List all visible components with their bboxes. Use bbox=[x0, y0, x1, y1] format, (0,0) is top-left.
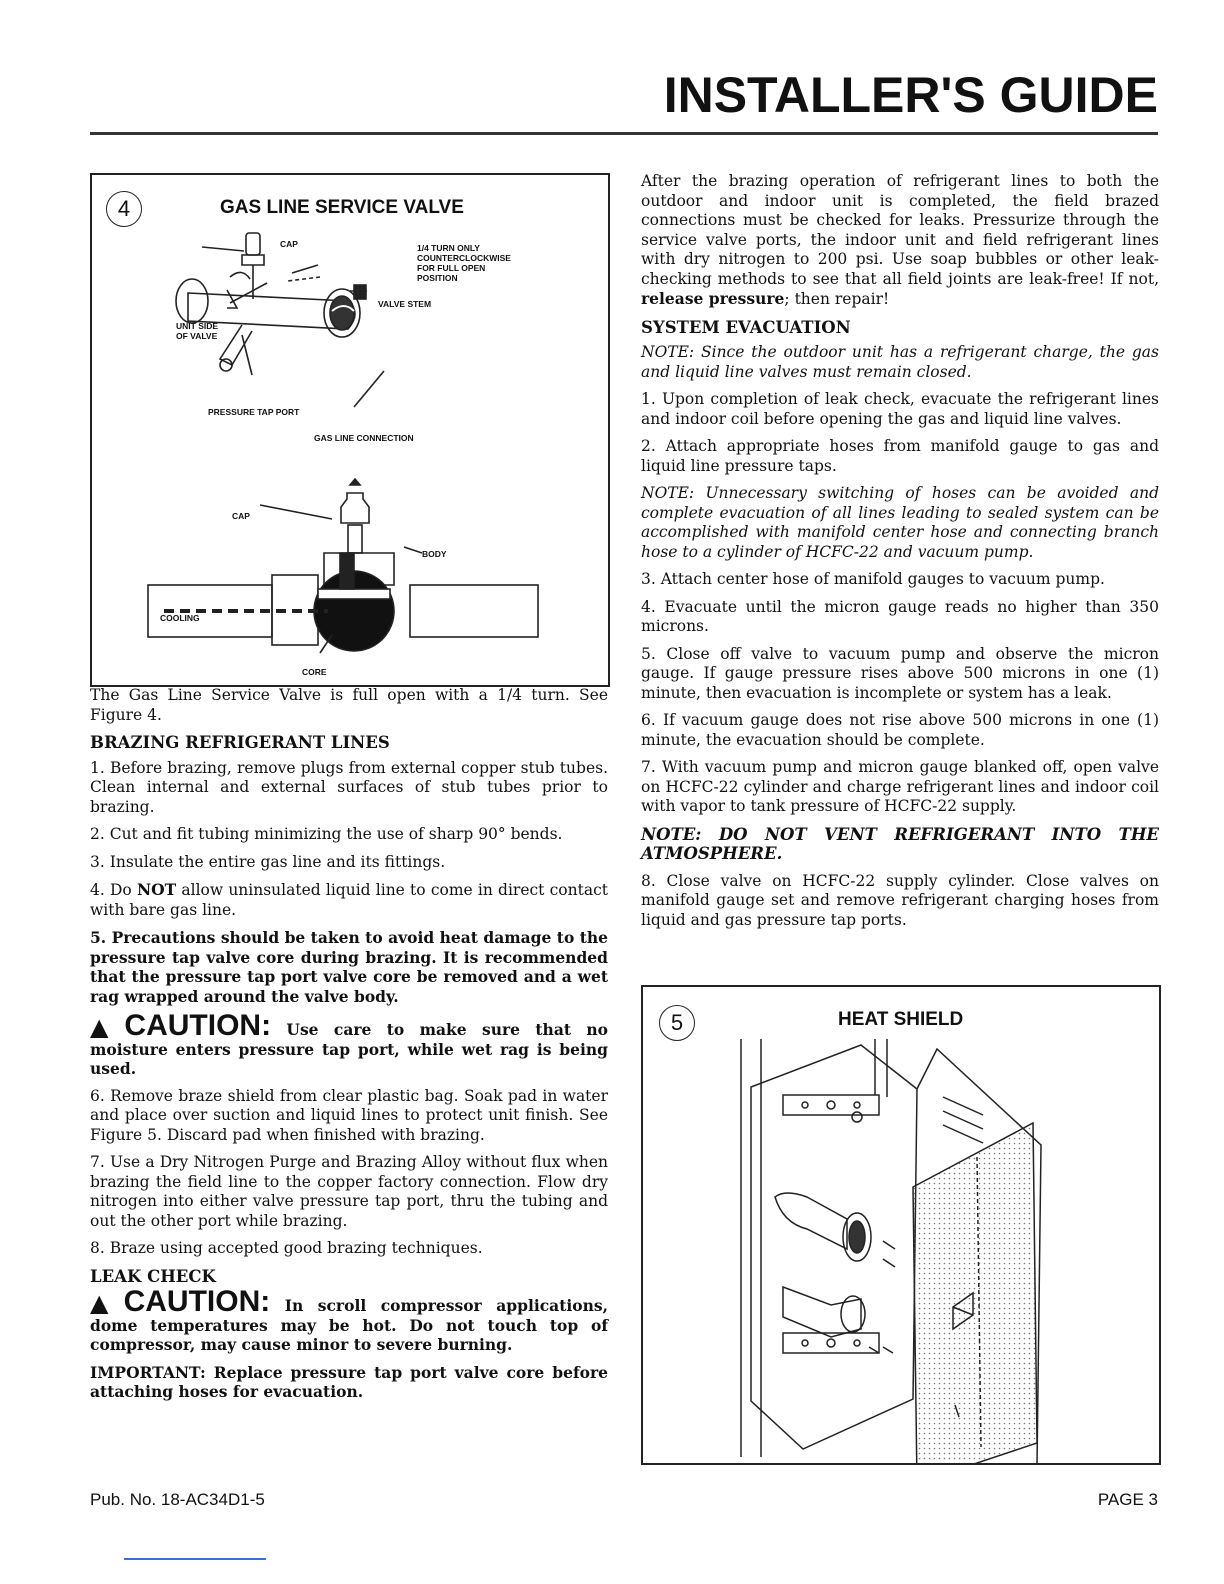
leak-check-heading: LEAK CHECK bbox=[90, 1266, 216, 1286]
step4-post: allow uninsulated liquid line to come in direct contact with bare gas line. bbox=[90, 881, 608, 919]
label-position: POSITION bbox=[417, 273, 458, 283]
brazing-step-4 bbox=[90, 880, 608, 920]
warning-triangle-icon: ▲ bbox=[90, 1013, 119, 1041]
brazing-step-2: 2. Cut and fit tubing minimizing the use of sharp 90° bends. bbox=[90, 825, 563, 843]
bottom-accent-line bbox=[124, 1558, 266, 1560]
note-hoses: NOTE: Unnecessary switching of hoses can be avoided and complete evacuation of all lines leading to sealed system can be accomplished with manifold center hose and connecting branch hose to a cylinder of HCFC-22 and vacuum pump. bbox=[641, 484, 1159, 561]
header-rule bbox=[90, 132, 1158, 135]
caution-text: In scroll compressor applications, dome temperatures may be hot. Do not touch top of compressor, may cause minor to severe burning. bbox=[90, 1296, 608, 1354]
caution-moisture bbox=[90, 1009, 608, 1079]
label-quarter-turn: 1/4 TURN ONLY bbox=[417, 243, 480, 253]
leak-check-paragraph bbox=[641, 172, 1159, 310]
warning-triangle-icon: ▲ bbox=[90, 1289, 118, 1317]
step4-not: NOT bbox=[136, 880, 177, 899]
evac-step-4: 4. Evacuate until the micron gauge reads no higher than 350 microns. bbox=[641, 597, 1159, 635]
heat-shield-drawing bbox=[643, 987, 1159, 1463]
evac-step-5: 5. Close off valve to vacuum pump and observe the micron gauge. If gauge pressure rises above 500 microns in one (1) minute, then evacuation is incomplete or system has a leak. bbox=[641, 644, 1159, 702]
brazing-step-6: 6. Remove braze shield from clear plastic bag. Soak pad in water and place over suction and liquid lines to protect unit finish. See Figure 5. Discard pad when finished with brazing. bbox=[90, 1086, 608, 1144]
label-of-valve: OF VALVE bbox=[176, 331, 218, 341]
label-pressure-tap-port: PRESSURE TAP PORT bbox=[208, 407, 300, 417]
label-unit-side: UNIT SIDE bbox=[176, 321, 219, 331]
caution-scroll bbox=[90, 1285, 608, 1355]
right-column bbox=[641, 172, 1159, 938]
brazing-step-5: 5. Precautions should be taken to avoid heat damage to the pressure tap valve core during brazing. It is recommended that the pressure tap port valve core be removed and a wet rag wrapped around the valve body. bbox=[90, 928, 608, 1006]
brazing-heading: BRAZING REFRIGERANT LINES bbox=[90, 733, 390, 752]
intro-paragraph: The Gas Line Service Valve is full open with a 1/4 turn. See Figure 4. bbox=[90, 686, 608, 724]
note-valves-closed: NOTE: Since the outdoor unit has a refrigerant charge, the gas and liquid line valves must remain closed. bbox=[641, 343, 1159, 381]
label-counterclockwise: COUNTERCLOCKWISE bbox=[417, 253, 511, 263]
evac-step-7: 7. With vacuum pump and micron gauge blanked off, open valve on HCFC-22 cylinder and charge refrigerant lines and indoor coil with vapor to tank pressure of HCFC-22 supply. bbox=[641, 758, 1159, 815]
publication-number: Pub. No. 18-AC34D1-5 bbox=[90, 1490, 265, 1509]
label-gas-line-connection: GAS LINE CONNECTION bbox=[314, 433, 414, 443]
label-valve-stem: VALVE STEM bbox=[378, 299, 432, 309]
page-title: INSTALLER'S GUIDE bbox=[663, 67, 1158, 123]
leak-check-post: ; then repair! bbox=[784, 290, 890, 308]
evac-step-3: 3. Attach center hose of manifold gauges to vacuum pump. bbox=[641, 570, 1105, 588]
figure-number: 5 bbox=[659, 1005, 695, 1041]
important-note: IMPORTANT: Replace pressure tap port valve core before attaching hoses for evacuation. bbox=[90, 1362, 608, 1401]
label-cap-top: CAP bbox=[280, 239, 298, 249]
figure-5-heat-shield bbox=[641, 985, 1161, 1465]
brazing-step-3: 3. Insulate the entire gas line and its fittings. bbox=[90, 852, 446, 871]
brazing-step-7: 7. Use a Dry Nitrogen Purge and Brazing Alloy without flux when brazing the field line to the copper factory connection. Flow dry nitrogen into either valve pressure tap port, thru the tubing and out the other port while brazing. bbox=[90, 1153, 608, 1230]
figure-title: HEAT SHIELD bbox=[838, 1009, 964, 1030]
left-column bbox=[90, 686, 608, 1410]
step4-pre: 4. Do bbox=[90, 881, 137, 899]
evacuation-heading: SYSTEM EVACUATION bbox=[641, 317, 851, 337]
evac-step-8: 8. Close valve on HCFC-22 supply cylinder. Close valves on manifold gauge set and remove refrigerant charging hoses from liquid and gas pressure tap ports. bbox=[641, 871, 1159, 929]
label-core: CORE bbox=[302, 667, 327, 677]
note-do-not-vent: NOTE: DO NOT VENT REFRIGERANT INTO THE ATMOSPHERE. bbox=[641, 824, 1159, 863]
page-number: PAGE 3 bbox=[1097, 1490, 1158, 1509]
caution-label: CAUTION: bbox=[123, 1285, 271, 1318]
figure-number: 4 bbox=[106, 191, 142, 227]
evac-step-2: 2. Attach appropriate hoses from manifold gauge to gas and liquid line pressure taps. bbox=[641, 437, 1159, 475]
valve-drawing bbox=[92, 175, 608, 685]
label-cooling: COOLING bbox=[160, 613, 200, 623]
figure-4-gas-line-service-valve bbox=[90, 173, 610, 687]
figure-title: GAS LINE SERVICE VALVE bbox=[220, 197, 464, 218]
label-cap-bottom: CAP bbox=[232, 511, 250, 521]
caution-label: CAUTION: bbox=[124, 1009, 272, 1042]
evac-step-1: 1. Upon completion of leak check, evacuate the refrigerant lines and indoor coil before opening the gas and liquid line valves. bbox=[641, 390, 1159, 428]
brazing-step-8: 8. Braze using accepted good brazing techniques. bbox=[90, 1239, 483, 1257]
brazing-step-1: 1. Before brazing, remove plugs from external copper stub tubes. Clean internal and external surfaces of stub tubes prior to brazing. bbox=[90, 758, 608, 816]
label-full-open: FOR FULL OPEN bbox=[417, 263, 486, 273]
leak-check-pre: After the brazing operation of refrigerant lines to both the outdoor and indoor unit is completed, the field brazed connections must be checked for leaks. Pressurize through the service valve ports, the indoor unit and field refrigerant lines with dry nitrogen to 200 psi. Use soap bubbles or other leak-checking methods to see that all field joints are leak-free! If not, bbox=[641, 172, 1159, 288]
release-pressure: release pressure bbox=[641, 289, 785, 308]
caution-text: Use care to make sure that no moisture enters pressure tap port, while wet rag is being used. bbox=[90, 1020, 608, 1078]
evac-step-6: 6. If vacuum gauge does not rise above 500 microns in one (1) minute, the evacuation should be complete. bbox=[641, 711, 1159, 749]
label-body: BODY bbox=[422, 549, 447, 559]
